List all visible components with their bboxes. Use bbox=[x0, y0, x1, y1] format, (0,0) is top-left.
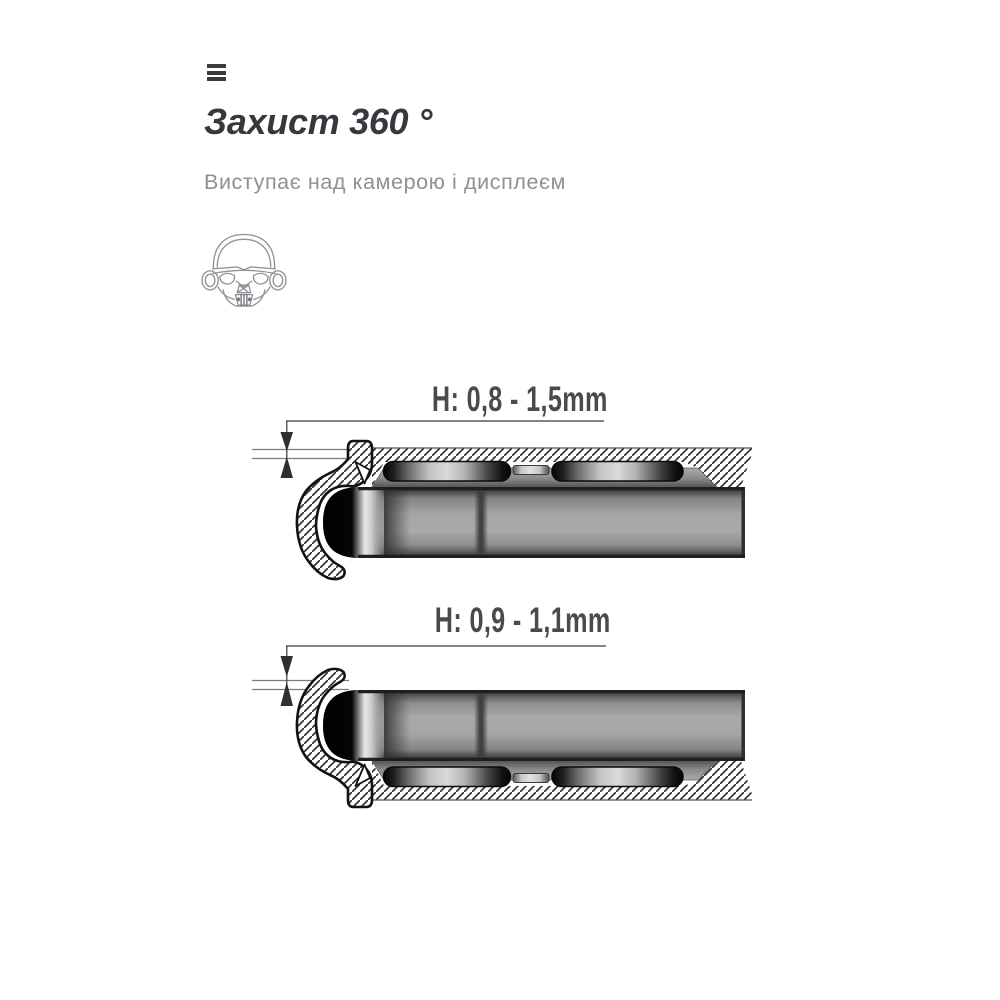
phone-case-diagram-2-slot bbox=[297, 669, 752, 807]
gap-reference-lines-top bbox=[252, 450, 349, 459]
stormtrooper-helmet-svg bbox=[200, 224, 288, 308]
camera-flash bbox=[513, 774, 549, 783]
page-title: Захист 360 ° bbox=[204, 101, 433, 142]
camera-lens bbox=[552, 462, 683, 482]
stormtrooper-helmet-icon bbox=[200, 224, 288, 308]
hamburger-bar bbox=[207, 77, 226, 81]
dimension-label-2: H: 0,9 - 1,1mm bbox=[434, 601, 611, 641]
phone-case-diagram-2 bbox=[297, 669, 752, 807]
dimension-label-1: H: 0,8 - 1,5mm bbox=[431, 380, 608, 420]
hamburger-bar bbox=[207, 64, 226, 68]
hamburger-bar bbox=[207, 71, 226, 75]
camera-flash bbox=[513, 466, 549, 475]
camera-lens bbox=[384, 767, 511, 787]
phone-case-diagram-1 bbox=[297, 441, 752, 579]
protection-diagram-svg bbox=[230, 375, 790, 820]
camera-lens bbox=[552, 767, 683, 787]
hamburger-icon[interactable] bbox=[207, 64, 227, 82]
protection-diagrams bbox=[230, 375, 790, 820]
page-subtitle: Виступає над камерою і дисплеєм bbox=[204, 170, 566, 194]
camera-lens bbox=[384, 462, 511, 482]
